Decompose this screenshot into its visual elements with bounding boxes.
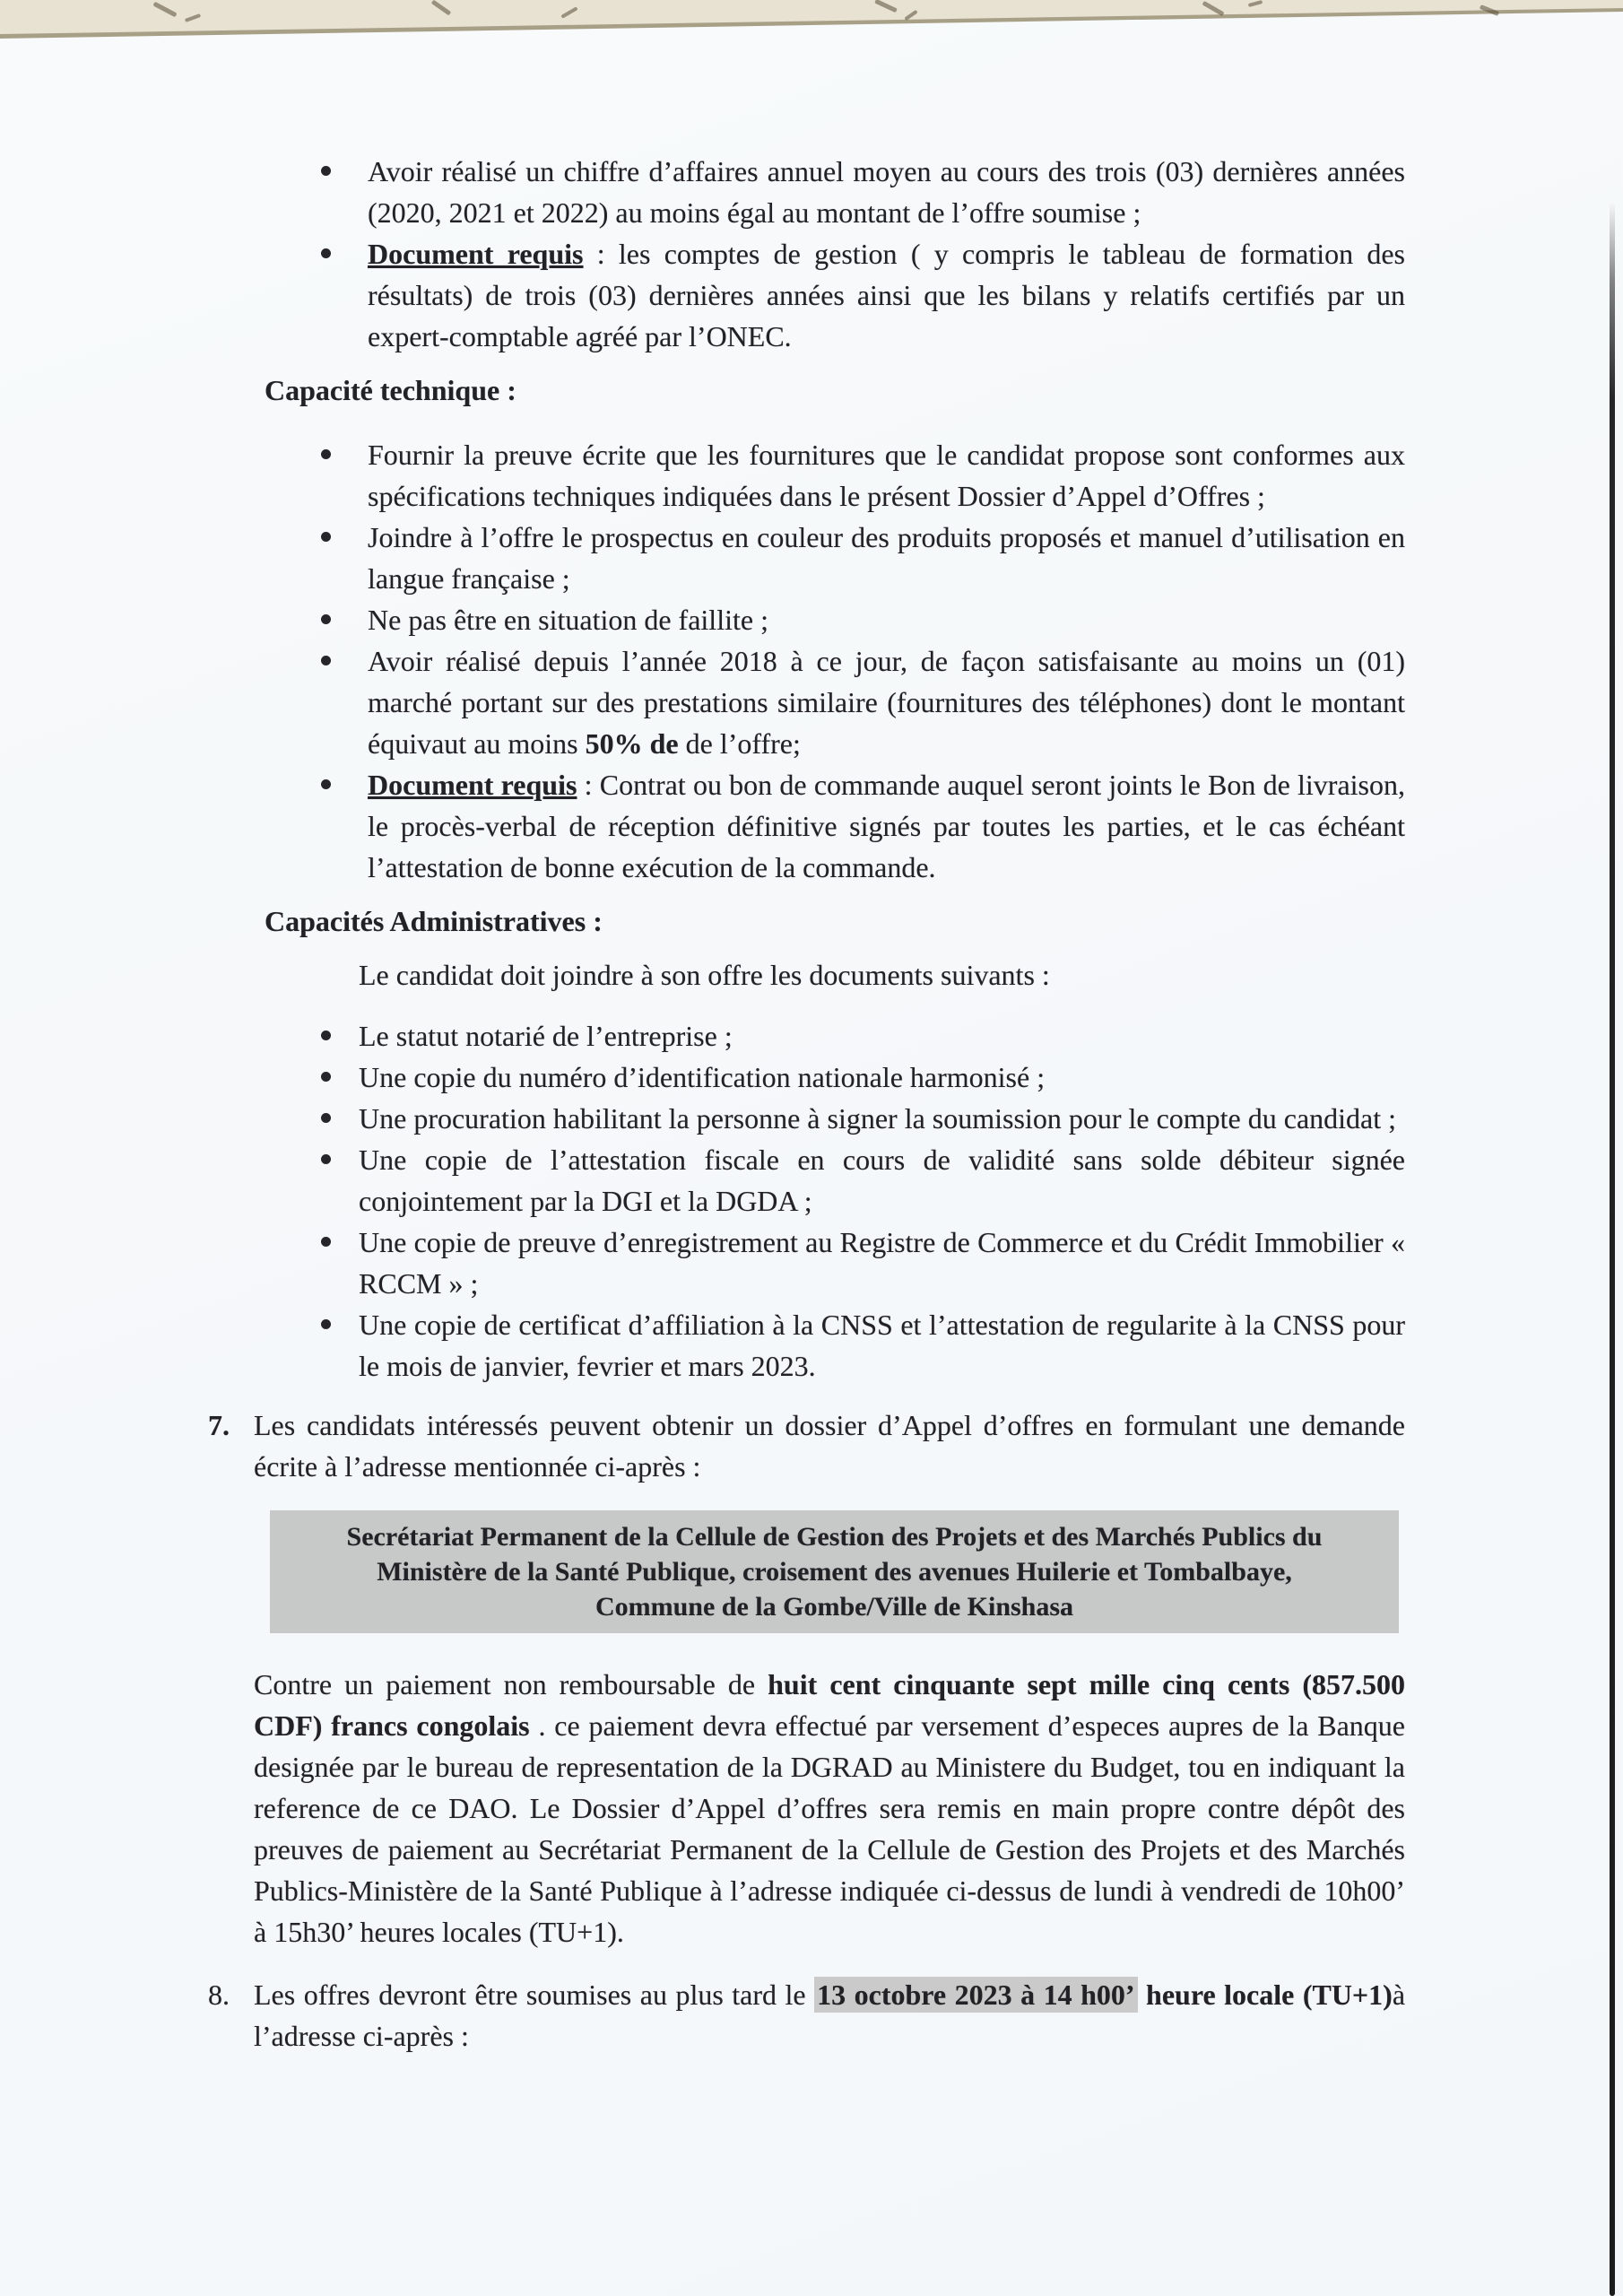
section-heading: Capacité technique :: [265, 374, 516, 406]
text-segment: Le statut notarié de l’entreprise ;: [359, 1020, 733, 1052]
page-right-edge-shadow: [1610, 202, 1615, 2296]
item-text: [254, 1405, 1405, 1487]
text-segment: Document requis: [368, 769, 577, 801]
item-number: 7.: [208, 1409, 230, 1441]
bullet-item: [318, 1139, 1405, 1222]
text-segment: : Contrat ou bon de commande auquel seront joints le Bon de livraison, le procès-verbal de réception définitive signés par toutes les parties, et le cas échéant l’attestation de bonne exécution de la commande.: [368, 769, 1406, 883]
item-text: [254, 1974, 1405, 2057]
address-block: [270, 1510, 1399, 1633]
bullet-item: [318, 599, 1405, 640]
numbered-item-7: [208, 1405, 1405, 1487]
text-segment: Une copie de l’attestation fiscale en cours de validité sans solde débiteur signée conjointement par la DGI et la DGDA ;: [359, 1144, 1405, 1217]
intro-paragraph: [359, 954, 1405, 996]
bullet-item: [318, 764, 1405, 888]
bullet-item: [318, 1222, 1405, 1304]
text-segment: Les offres devront être soumises au plus tard le: [254, 1979, 815, 2011]
address-line: Secrétariat Permanent de la Cellule de Gestion des Projets et des Marchés Publics du: [346, 1522, 1323, 1552]
bullet-item: [318, 640, 1405, 764]
text-segment: . ce paiement devra effectué par versement d’especes aupres de la Banque designée par le bureau de representation de la DGRAD au Ministere du Budget, tou en indiquant la reference de ce DAO. Le Dossier d’Appel d’offres sera remis en main propre contre dépôt des preuves de paiement au Secrétariat Permanent de la Cellule de Gestion des Projets et des Marchés Publics-Ministère de la Santé Publique à l’adresse indiquée ci-dessus de lundi à vendredi de 10h00’ à 15h30’ heures locales (TU+1).: [254, 1709, 1406, 1948]
bullet-item: [318, 1304, 1405, 1387]
text-segment: Avoir réalisé depuis l’année 2018 à ce jour, de façon satisfaisante au moins un (01) marché portant sur des prestations similaire (fournitures des téléphones) dont le montant équivaut au moins: [368, 645, 1405, 760]
text-segment: à l’adresse ci-après :: [254, 1979, 1406, 2052]
item-number: 8.: [208, 1979, 230, 2011]
bullet-item: [318, 1098, 1405, 1139]
address-line: Ministère de la Santé Publique, croisement des avenues Huilerie et Tombalbaye,: [377, 1557, 1292, 1587]
payment-paragraph: [254, 1664, 1405, 1952]
bullet-item: [318, 1015, 1405, 1057]
text-segment: Une copie de preuve d’enregistrement au Registre de Commerce et du Crédit Immobilier « RCCM » ;: [359, 1226, 1405, 1300]
administrative-list: [254, 1015, 1405, 1387]
bullet-item: [318, 434, 1405, 517]
text-segment: Une copie du numéro d’identification nationale harmonisé ;: [359, 1061, 1046, 1093]
document-content: [208, 151, 1406, 2057]
text-segment: 50% de: [585, 727, 679, 760]
text-segment: heure locale (TU+1): [1137, 1979, 1393, 2011]
technical-list: [254, 434, 1405, 888]
text-segment: Une copie de certificat d’affiliation à la CNSS et l’attestation de regularite à la CNSS pour le mois de janvier, fevrier et mars 2023.: [359, 1309, 1405, 1382]
numbered-item-8: [208, 1974, 1406, 2057]
bullet-item: [318, 517, 1405, 599]
address-line: Commune de la Gombe/Ville de Kinshasa: [595, 1592, 1074, 1622]
scanner-background-strip: [0, 0, 1623, 41]
bullet-item: [318, 151, 1405, 233]
text-segment: : les comptes de gestion ( y compris le tableau de formation des résultats) de trois (03) dernières années ainsi que les bilans y relatifs certifiés par un expert-comptable agréé par l’ONEC.: [368, 238, 1406, 352]
financial-list: [254, 151, 1405, 357]
text-segment: Ne pas être en situation de faillite ;: [368, 604, 768, 636]
text-segment: Le candidat doit joindre à son offre les documents suivants :: [359, 959, 1050, 991]
text-segment: Avoir réalisé un chiffre d’affaires annuel moyen au cours des trois (03) dernières années (2020, 2021 et 2022) au moins égal au montant de l’offre soumise ;: [368, 155, 1405, 229]
text-segment: de l’offre;: [678, 727, 801, 760]
text-segment: Joindre à l’offre le prospectus en couleur des produits proposés et manuel d’utilisation en langue française ;: [368, 521, 1405, 595]
text-segment: Les candidats intéressés peuvent obtenir un dossier d’Appel d’offres en formulant une demande écrite à l’adresse mentionnée ci-après :: [254, 1409, 1405, 1483]
bullet-item: [318, 1057, 1405, 1098]
text-segment: Document requis: [368, 238, 584, 270]
text-segment: huit cent cinquante sept mille cinq cents (857.500 CDF) francs congolais: [254, 1668, 1406, 1742]
text-segment: Fournir la preuve écrite que les fournitures que le candidat propose sont conformes aux spécifications techniques indiquées dans le présent Dossier d’Appel d’Offres ;: [368, 439, 1405, 512]
text-segment: Une procuration habilitant la personne à signer la soumission pour le compte du candidat ;: [359, 1102, 1397, 1135]
section-heading: Capacités Administratives :: [265, 905, 603, 937]
text-segment: Contre un paiement non remboursable de: [254, 1668, 768, 1700]
bullet-item: [318, 233, 1405, 357]
text-segment: 13 octobre 2023 à 14 h00’: [814, 1977, 1137, 2013]
